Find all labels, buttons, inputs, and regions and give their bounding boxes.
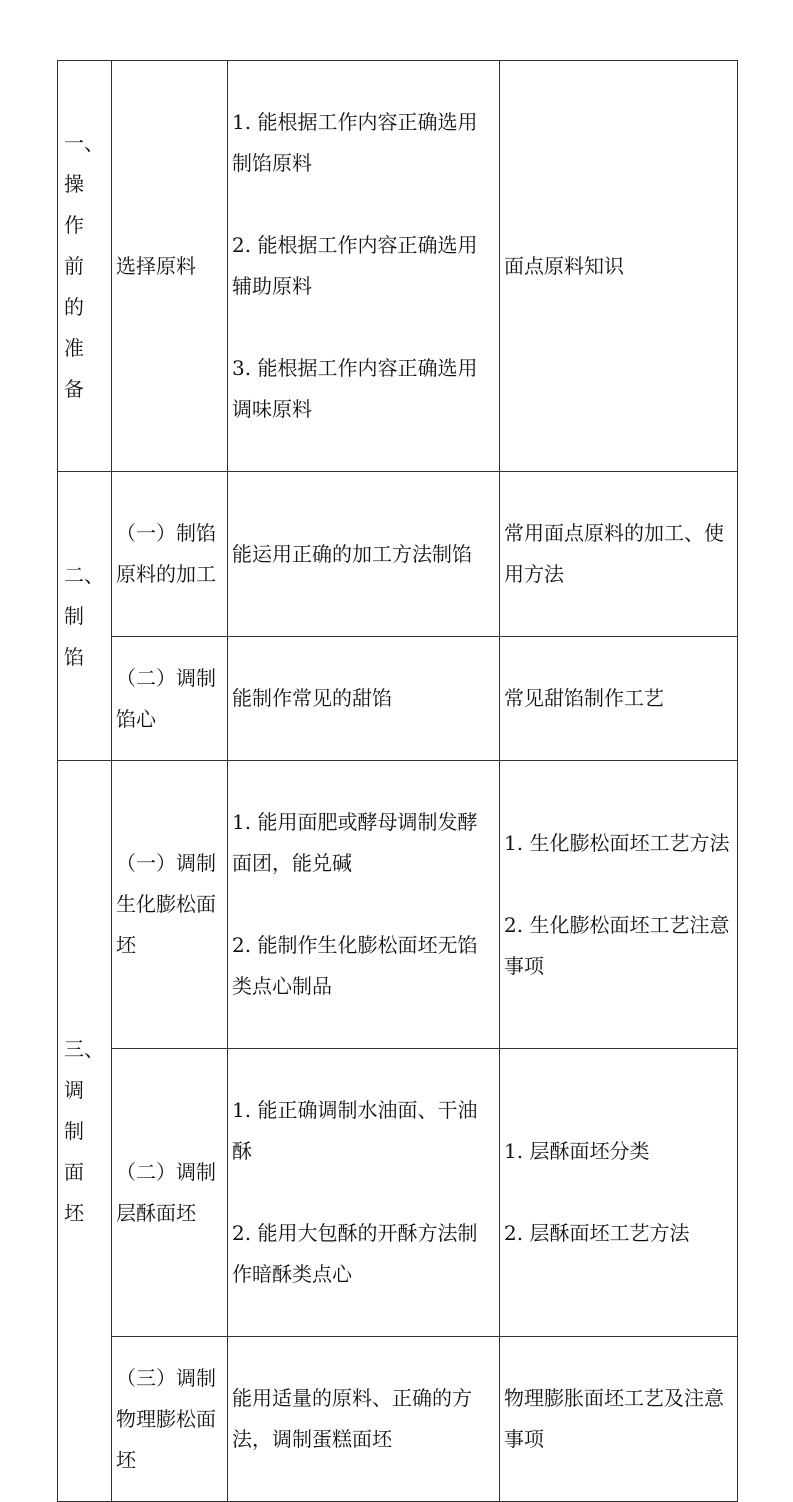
work-unit-cell: 三、 调 制 面 坯 bbox=[58, 761, 112, 1502]
skill-requirement-cell bbox=[228, 61, 500, 472]
table-row bbox=[58, 472, 738, 637]
related-knowledge-cell bbox=[500, 61, 738, 472]
related-knowledge-cell bbox=[500, 1337, 738, 1502]
knowledge-item: 常用面点原料的加工、使用方法 bbox=[504, 521, 724, 586]
work-content-cell: （一）调制生化膨松面坯 bbox=[112, 761, 228, 1049]
skill-requirement-cell bbox=[228, 761, 500, 1049]
work-content-cell: 选择原料 bbox=[112, 61, 228, 472]
knowledge-item: 物理膨胀面坯工艺及注意事项 bbox=[504, 1386, 724, 1451]
work-unit-cell: 二、 制 馅 bbox=[58, 472, 112, 761]
skill-item: 3. 能根据工作内容正确选用调味原料 bbox=[232, 356, 478, 421]
table-row bbox=[58, 1049, 738, 1337]
work-content-cell: （三）调制物理膨松面坯 bbox=[112, 1337, 228, 1502]
related-knowledge-cell bbox=[500, 472, 738, 637]
work-content-cell: （二）调制馅心 bbox=[112, 637, 228, 761]
skill-item: 能运用正确的加工方法制馅 bbox=[232, 541, 472, 566]
work-unit-cell: 一、 操 作 前 的 准 备 bbox=[58, 61, 112, 472]
skill-item: 2. 能制作生化膨松面坯无馅类点心制品 bbox=[232, 933, 478, 998]
knowledge-item: 常见甜馅制作工艺 bbox=[504, 686, 664, 710]
related-knowledge-cell bbox=[500, 761, 738, 1049]
skill-item: 1. 能根据工作内容正确选用制馅原料 bbox=[232, 110, 478, 175]
skill-item: 2. 能用大包酥的开酥方法制作暗酥类点心 bbox=[232, 1221, 478, 1286]
knowledge-item: 2. 层酥面坯工艺方法 bbox=[504, 1221, 690, 1245]
knowledge-item: 2. 生化膨松面坯工艺注意事项 bbox=[504, 912, 730, 978]
skill-requirement-cell bbox=[228, 1049, 500, 1337]
related-knowledge-cell bbox=[500, 1049, 738, 1337]
table-row bbox=[58, 1337, 738, 1502]
skill-requirements-table bbox=[57, 60, 738, 1502]
table-row bbox=[58, 61, 738, 472]
work-content-cell: （二）调制层酥面坯 bbox=[112, 1049, 228, 1337]
table-row bbox=[58, 761, 738, 1049]
skill-item: 2. 能根据工作内容正确选用辅助原料 bbox=[232, 233, 478, 298]
knowledge-item: 1. 层酥面坯分类 bbox=[504, 1139, 650, 1163]
skill-item: 1. 能正确调制水油面、干油酥 bbox=[232, 1098, 478, 1163]
skill-requirement-cell bbox=[228, 472, 500, 637]
table-row bbox=[58, 637, 738, 761]
skill-requirement-cell bbox=[228, 1337, 500, 1502]
knowledge-item: 1. 生化膨松面坯工艺方法 bbox=[504, 830, 730, 855]
related-knowledge-cell bbox=[500, 637, 738, 761]
knowledge-item: 面点原料知识 bbox=[504, 253, 624, 278]
skill-item: 能制作常见的甜馅 bbox=[232, 686, 392, 710]
skill-item: 1. 能用面肥或酵母调制发酵面团，能兑碱 bbox=[232, 810, 478, 875]
work-content-cell: （一）制馅原料的加工 bbox=[112, 472, 228, 637]
skill-item: 能用适量的原料、正确的方法，调制蛋糕面坯 bbox=[232, 1386, 472, 1451]
skill-requirement-cell bbox=[228, 637, 500, 761]
